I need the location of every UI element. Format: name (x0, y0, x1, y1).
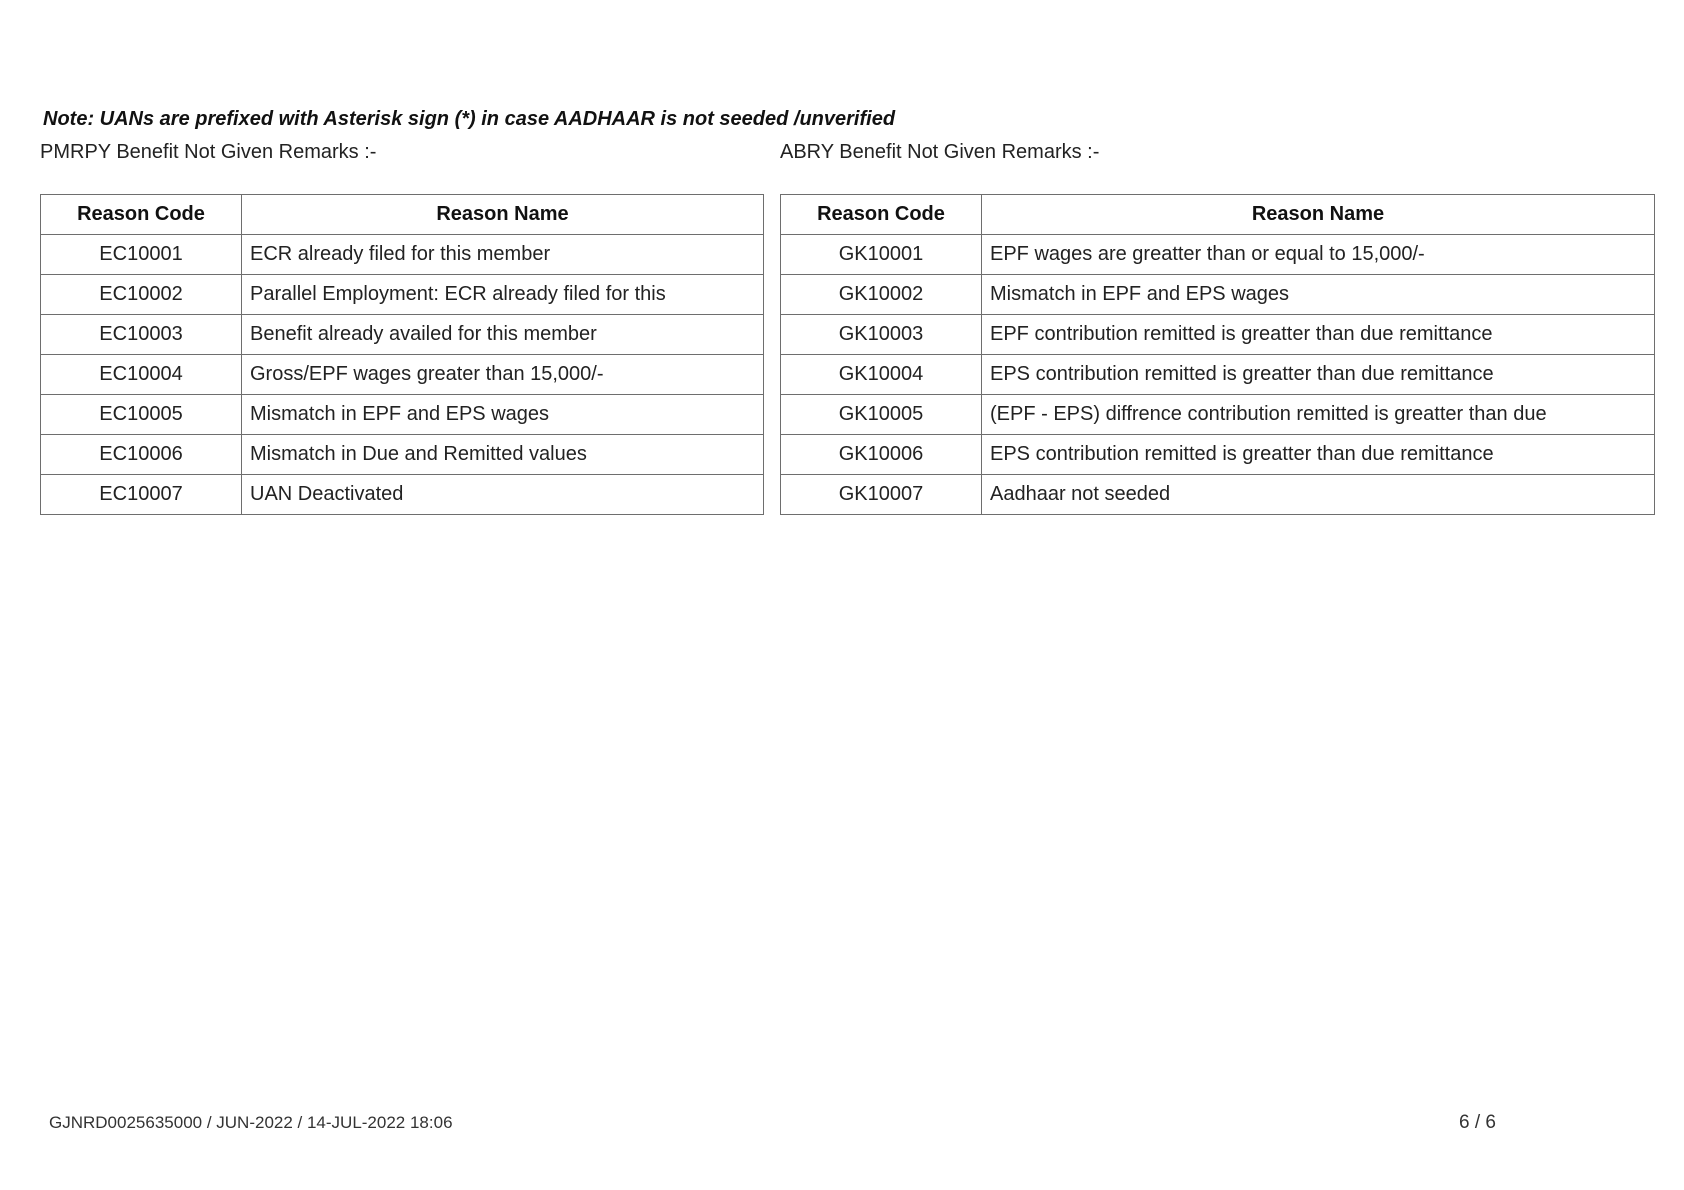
table-row (41, 395, 764, 435)
reason-name-cell: Gross/EPF wages greater than 15,000/- (242, 355, 764, 395)
reason-code-cell: EC10007 (41, 475, 242, 515)
reason-name-cell: UAN Deactivated (242, 475, 764, 515)
reason-code-cell: EC10002 (41, 275, 242, 315)
uan-note: Note: UANs are prefixed with Asterisk sign (*) in case AADHAAR is not seeded /unverified (43, 108, 896, 130)
reason-code-cell: GK10001 (781, 235, 982, 275)
reason-code-cell: EC10005 (41, 395, 242, 435)
reason-name-cell: Mismatch in Due and Remitted values (242, 435, 764, 475)
reason-code-cell: GK10002 (781, 275, 982, 315)
reason-code-cell: EC10001 (41, 235, 242, 275)
reason-name-cell: Aadhaar not seeded (982, 475, 1655, 515)
table-row (41, 475, 764, 515)
pmrpy-reasons-table (40, 194, 764, 515)
abry-section-title: ABRY Benefit Not Given Remarks :- (780, 141, 1100, 163)
reason-code-cell: GK10003 (781, 315, 982, 355)
reason-code-cell: GK10006 (781, 435, 982, 475)
table-header-row (41, 195, 764, 235)
reason-name-cell: Benefit already availed for this member (242, 315, 764, 355)
reason-code-cell: EC10006 (41, 435, 242, 475)
reason-name-cell: Mismatch in EPF and EPS wages (982, 275, 1655, 315)
reason-code-cell: EC10003 (41, 315, 242, 355)
reason-name-header: Reason Name (982, 195, 1655, 235)
reason-name-cell: EPS contribution remitted is greatter than due remittance (982, 435, 1655, 475)
table-row (781, 435, 1655, 475)
table-row (781, 395, 1655, 435)
table-row (781, 475, 1655, 515)
table-row (781, 355, 1655, 395)
pmrpy-section-title: PMRPY Benefit Not Given Remarks :- (40, 141, 377, 163)
table-row (41, 315, 764, 355)
table-row (41, 355, 764, 395)
abry-reasons-table (780, 194, 1655, 515)
reason-name-cell: Parallel Employment: ECR already filed for this (242, 275, 764, 315)
reason-name-cell: ECR already filed for this member (242, 235, 764, 275)
reason-code-cell: GK10005 (781, 395, 982, 435)
table-row (41, 275, 764, 315)
reason-code-header: Reason Code (41, 195, 242, 235)
reason-code-cell: GK10007 (781, 475, 982, 515)
reason-name-cell: Mismatch in EPF and EPS wages (242, 395, 764, 435)
table-row (781, 275, 1655, 315)
table-row (41, 435, 764, 475)
reason-name-cell: EPF wages are greatter than or equal to 15,000/- (982, 235, 1655, 275)
page-number: 6 / 6 (1459, 1112, 1496, 1133)
reason-name-header: Reason Name (242, 195, 764, 235)
table-row (41, 235, 764, 275)
table-row (781, 235, 1655, 275)
reason-code-cell: EC10004 (41, 355, 242, 395)
reason-code-header: Reason Code (781, 195, 982, 235)
table-header-row (781, 195, 1655, 235)
reason-name-cell: EPF contribution remitted is greatter than due remittance (982, 315, 1655, 355)
reason-code-cell: GK10004 (781, 355, 982, 395)
reason-name-cell: EPS contribution remitted is greatter than due remittance (982, 355, 1655, 395)
footer-reference: GJNRD0025635000 / JUN-2022 / 14-JUL-2022 18:06 (49, 1113, 453, 1132)
reason-name-cell: (EPF - EPS) diffrence contribution remitted is greatter than due (982, 395, 1655, 435)
table-row (781, 315, 1655, 355)
